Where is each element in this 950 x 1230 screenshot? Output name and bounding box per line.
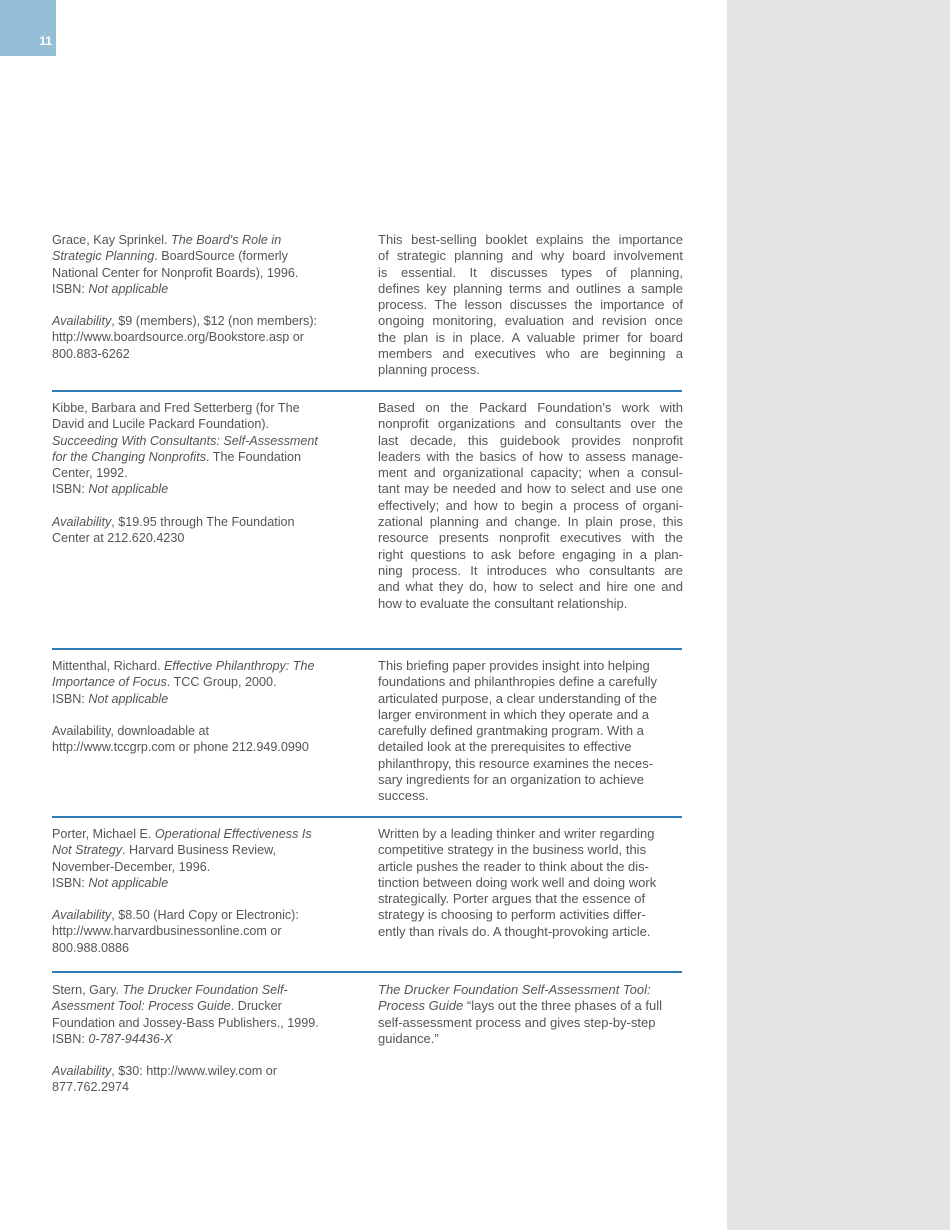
description-line — [378, 498, 683, 514]
text-segment: success. — [378, 788, 429, 804]
description — [378, 982, 683, 1047]
description-line — [378, 514, 683, 530]
text-segment: ently than rivals do. A thought-provoking article. — [378, 923, 651, 939]
text-segment: zational planning and change. In plain prose, this — [378, 514, 683, 530]
text-segment: foundations and philanthropies define a carefully — [378, 674, 657, 690]
text-segment: defines key planning terms and outlines a sample — [378, 280, 683, 296]
citation-line — [52, 982, 352, 998]
text-segment: competitive strategy in the business world, this — [378, 842, 647, 858]
description-line — [378, 416, 683, 432]
citation-line — [52, 658, 352, 674]
description-line — [378, 362, 683, 378]
description-line — [378, 859, 683, 875]
text-segment: the plan is in place. A valuable primer for board — [378, 329, 683, 345]
citation-line — [52, 1079, 352, 1095]
description-line — [378, 826, 683, 842]
gray-sidebar — [727, 0, 950, 1230]
description-line — [378, 674, 683, 690]
description-line — [378, 346, 683, 362]
italic-text: The Drucker Foundation Self- — [122, 983, 288, 997]
text-segment: last decade, this guidebook provides nonprofit — [378, 432, 683, 448]
text-segment: , $19.95 through The Foundation — [111, 514, 295, 529]
italic-text: The Drucker Foundation Self-Assessment Tool: — [378, 982, 651, 997]
description — [378, 400, 683, 612]
text-segment: ISBN: — [52, 482, 89, 497]
text-segment: , $8.50 (Hard Copy or Electronic): — [111, 908, 299, 923]
description-line — [378, 707, 683, 723]
citation-line — [52, 998, 352, 1014]
citation-line — [52, 514, 352, 530]
description-line — [378, 772, 683, 788]
italic-text: Not Strategy — [52, 843, 122, 858]
divider — [52, 390, 682, 392]
citation-line — [52, 416, 352, 432]
text-segment: Grace, Kay Sprinkel. — [52, 233, 171, 247]
description — [378, 232, 683, 379]
citation-line — [52, 346, 352, 362]
italic-text: Not applicable — [88, 482, 169, 497]
description-line — [378, 563, 683, 579]
text-segment: http://www.boardsource.org/Bookstore.asp or — [52, 330, 305, 345]
text-segment: process. The lesson discusses the importance of — [378, 297, 683, 313]
text-segment: Availability, downloadable at — [52, 723, 210, 738]
text-segment: and what they do, how to select and hire one and — [378, 579, 683, 595]
text-segment: article pushes the reader to think about the dis- — [378, 858, 649, 874]
citation-line — [52, 1063, 352, 1079]
italic-text: Effective Philanthropy: The — [164, 659, 315, 673]
divider — [52, 971, 682, 973]
italic-text: Availability — [52, 514, 112, 529]
citation — [52, 826, 352, 956]
description-line — [378, 297, 683, 313]
text-segment: effectively; and how to begin a process of organi- — [378, 497, 683, 513]
text-segment: . TCC Group, 2000. — [166, 675, 277, 690]
text-segment: 800.883-6262 — [52, 346, 130, 361]
text-segment: is essential. It discusses types of planning, — [378, 264, 683, 280]
italic-text: Not applicable — [88, 875, 169, 890]
description-line — [378, 547, 683, 563]
description-line — [378, 330, 683, 346]
description-line — [378, 465, 683, 481]
description — [378, 826, 683, 940]
citation — [52, 232, 352, 362]
text-segment: November-December, 1996. — [52, 859, 211, 874]
text-segment: ISBN: — [52, 875, 89, 890]
description-line — [378, 788, 683, 804]
citation-line — [52, 449, 352, 465]
citation-line — [52, 859, 352, 875]
description-line — [378, 248, 683, 264]
citation-line — [52, 465, 352, 481]
citation-line — [52, 1015, 352, 1031]
italic-text: Operational Effectiveness Is — [154, 827, 312, 841]
text-segment: members and executives who are beginning a — [378, 346, 683, 362]
description-line — [378, 433, 683, 449]
text-segment: right questions to ask before engaging in a plan- — [378, 546, 683, 562]
description-line — [378, 924, 683, 940]
citation-line — [52, 232, 352, 248]
citation — [52, 982, 352, 1096]
text-segment: self-assessment process and gives step-by-step — [378, 1014, 656, 1030]
text-segment: 877.762.2974 — [52, 1080, 130, 1095]
italic-text: Availability — [52, 314, 112, 329]
citation-line — [52, 739, 352, 755]
citation-line — [52, 875, 352, 891]
text-segment: 800.988.0886 — [52, 940, 130, 955]
citation-line — [52, 723, 352, 739]
citation-line — [52, 826, 352, 842]
text-segment: Mittenthal, Richard. — [52, 659, 164, 673]
italic-text: 0-787-94436-X — [88, 1031, 173, 1046]
description-line — [378, 530, 683, 546]
description-line — [378, 756, 683, 772]
text-segment: sary ingredients for an organization to achieve — [378, 772, 644, 788]
divider — [52, 648, 682, 650]
italic-text: Importance of Focus — [52, 675, 167, 690]
citation-line — [52, 481, 352, 497]
italic-text: Strategic Planning — [52, 249, 155, 264]
text-segment: . Drucker — [230, 999, 282, 1014]
description-line — [378, 313, 683, 329]
description-line — [378, 691, 683, 707]
citation-line — [52, 433, 352, 449]
description-line — [378, 281, 683, 297]
text-segment: Based on the Packard Foundation's work with — [378, 400, 683, 415]
citation-line — [52, 907, 352, 923]
text-segment: ongoing monitoring, evaluation and revision once — [378, 313, 683, 329]
text-segment: articulated purpose, a clear understanding of the — [378, 690, 657, 706]
italic-text: for the Changing Nonprofits — [52, 449, 207, 464]
text-segment: , $9 (members), $12 (non members): — [111, 314, 318, 329]
text-segment: Center, 1992. — [52, 466, 128, 481]
description-line — [378, 891, 683, 907]
citation-line — [52, 1031, 352, 1047]
citation-line — [52, 923, 352, 939]
text-segment: This best-selling booklet explains the importance — [378, 232, 683, 247]
citation-line — [52, 248, 352, 264]
citation-line — [52, 707, 352, 723]
text-segment: planning process. — [378, 362, 480, 378]
citation-line — [52, 674, 352, 690]
text-segment: strategically. Porter argues that the essence of — [378, 891, 646, 907]
italic-text: Asessment Tool: Process Guide — [52, 999, 231, 1014]
text-segment: leaders with the basics of how to assess manage- — [378, 448, 683, 464]
citation-line — [52, 329, 352, 345]
description-line — [378, 232, 683, 248]
text-segment: of strategic planning and why board involvement — [378, 248, 683, 264]
description-line — [378, 265, 683, 281]
citation-line — [52, 265, 352, 281]
text-segment: . BoardSource (formerly — [154, 249, 288, 264]
italic-text: Availability — [52, 1064, 112, 1079]
citation-line — [52, 691, 352, 707]
description-line — [378, 739, 683, 755]
text-segment: David and Lucile Packard Foundation). — [52, 417, 270, 432]
description-line — [378, 723, 683, 739]
description-line — [378, 998, 683, 1014]
text-segment: philanthropy, this resource examines the neces- — [378, 755, 654, 771]
text-segment: Center at 212.620.4230 — [52, 531, 185, 546]
text-segment: ning process. It introduces who consultants are — [378, 562, 683, 578]
text-segment: strategy is choosing to perform activities differ- — [378, 907, 646, 923]
description-line — [378, 400, 683, 416]
citation-line — [52, 1047, 352, 1063]
text-segment: resource presents nonprofit executives with the — [378, 530, 683, 546]
description-line — [378, 907, 683, 923]
text-segment: http://www.harvardbusinessonline.com or — [52, 924, 282, 939]
text-segment: Foundation and Jossey-Bass Publishers., 1999. — [52, 1015, 319, 1030]
text-segment: larger environment in which they operate and a — [378, 706, 649, 722]
text-segment: http://www.tccgrp.com or phone 212.949.0990 — [52, 740, 309, 755]
page-number: 11 — [39, 34, 52, 48]
description-line — [378, 481, 683, 497]
description — [378, 658, 683, 805]
description-line — [378, 658, 683, 674]
citation-line — [52, 940, 352, 956]
text-segment: Stern, Gary. — [52, 983, 123, 997]
description-line — [378, 596, 683, 612]
description-line — [378, 982, 683, 998]
citation-line — [52, 842, 352, 858]
text-segment: ISBN: — [52, 281, 89, 296]
text-segment: ISBN: — [52, 691, 89, 706]
text-segment: , $30: http://www.wiley.com or — [111, 1064, 277, 1079]
citation-line — [52, 891, 352, 907]
text-segment: tant may be needed and how to select and use one — [378, 481, 683, 497]
text-segment: ISBN: — [52, 1031, 89, 1046]
divider — [52, 816, 682, 818]
description-line — [378, 449, 683, 465]
italic-text: Succeeding With Consultants: Self-Assessment — [52, 433, 318, 448]
text-segment: nonprofit organizations and consultants over the — [378, 416, 683, 432]
description-line — [378, 875, 683, 891]
citation-line — [52, 281, 352, 297]
text-segment: This briefing paper provides insight into helping — [378, 658, 650, 673]
text-segment: Written by a leading thinker and writer regarding — [378, 826, 655, 841]
text-segment: tinction between doing work well and doing work — [378, 874, 657, 890]
text-segment: guidance.” — [378, 1030, 439, 1046]
description-line — [378, 579, 683, 595]
italic-text: Not applicable — [88, 691, 169, 706]
citation-line — [52, 400, 352, 416]
text-segment: . Harvard Business Review, — [122, 843, 276, 858]
description-line — [378, 1031, 683, 1047]
description-line — [378, 842, 683, 858]
citation-line — [52, 498, 352, 514]
italic-text: The Board's Role in — [171, 233, 282, 247]
text-segment: how to evaluate the consultant relationship. — [378, 595, 628, 611]
citation — [52, 400, 352, 546]
citation-line — [52, 313, 352, 329]
text-segment: “lays out the three phases of a full — [463, 998, 662, 1014]
citation — [52, 658, 352, 755]
text-segment: . The Foundation — [206, 449, 302, 464]
citation-line — [52, 297, 352, 313]
page-number-tab — [0, 0, 56, 56]
text-segment: detailed look at the prerequisites to effective — [378, 739, 632, 755]
italic-text: Process Guide — [378, 998, 464, 1014]
italic-text: Not applicable — [88, 281, 169, 296]
text-segment: Kibbe, Barbara and Fred Setterberg (for The — [52, 401, 300, 415]
italic-text: Availability — [52, 908, 112, 923]
description-line — [378, 1015, 683, 1031]
citation-line — [52, 530, 352, 546]
text-segment: Porter, Michael E. — [52, 827, 155, 841]
text-segment: ment and organizational capacity; when a consul- — [378, 465, 683, 481]
text-segment: carefully defined grantmaking program. With a — [378, 723, 644, 739]
text-segment: National Center for Nonprofit Boards), 1996. — [52, 265, 299, 280]
